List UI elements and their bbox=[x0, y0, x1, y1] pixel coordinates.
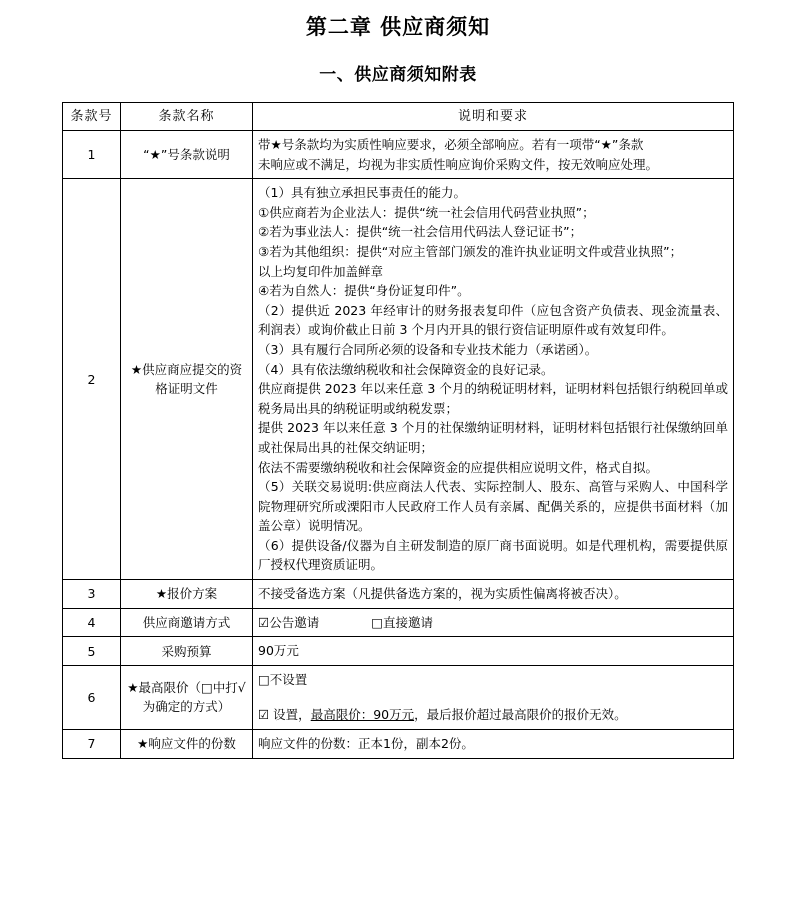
checkbox-set-cap[interactable]: ☑ 设置， bbox=[258, 707, 311, 723]
section-subtitle: 一、供应商须知附表 bbox=[319, 65, 477, 85]
desc-line: （5）关联交易说明:供应商法人代表、实际控制人、股东、高管与采购人、中国科学院物理研究所或溧阳市人民政府工作人员有亲属、配偶关系的，应提供书面材料（加盖公章）说明情况。 bbox=[258, 479, 728, 534]
checkbox-direct-invitation[interactable]: □直接邀请 bbox=[371, 614, 434, 630]
row-description bbox=[253, 637, 734, 666]
row-description bbox=[253, 730, 734, 759]
table-row bbox=[63, 179, 734, 580]
desc-line: ③若为其他组织：提供“对应主管部门颁发的准许执业证明文件或营业执照”； bbox=[258, 243, 683, 259]
row-name: “★”号条款说明 bbox=[121, 131, 253, 179]
table-row bbox=[63, 131, 734, 179]
row-no: 5 bbox=[63, 637, 121, 666]
checkbox-public-invitation[interactable]: ☑公告邀请 bbox=[258, 614, 320, 630]
desc-line: 90万元 bbox=[258, 643, 299, 659]
header-clause-name: 条款名称 bbox=[121, 103, 253, 131]
desc-line: （2）提供近 2023 年经审计的财务报表复印件（应包含资产负债表、现金流量表、利润表）或询价截止日前 3 个月内开具的银行资信证明原件或有效复印件。 bbox=[258, 302, 728, 338]
supplier-instructions-table bbox=[62, 102, 734, 759]
row-description bbox=[253, 608, 734, 637]
table-row bbox=[63, 580, 734, 609]
price-cap-suffix: ，最后报价超过最高限价的报价无效。 bbox=[414, 707, 627, 723]
desc-line: 供应商提供 2023 年以来任意 3 个月的纳税证明材料，证明材料包括银行纳税回单或税务局出具的纳税证明或纳税发票； bbox=[258, 381, 728, 416]
row-name: ★供应商应提交的资格证明文件 bbox=[121, 179, 253, 580]
header-description: 说明和要求 bbox=[253, 103, 734, 131]
row-no: 6 bbox=[63, 665, 121, 729]
desc-line: 依法不需要缴纳税收和社会保障资金的应提供相应说明文件，格式自拟。 bbox=[258, 459, 659, 475]
desc-line: （4）具有依法缴纳税收和社会保障资金的良好记录。 bbox=[258, 361, 554, 377]
table-row bbox=[63, 665, 734, 729]
row-name: ★最高限价（□中打√为确定的方式） bbox=[121, 665, 253, 729]
row-no: 1 bbox=[63, 131, 121, 179]
price-cap-value: 最高限价：90万元 bbox=[310, 707, 415, 723]
row-name: 供应商邀请方式 bbox=[121, 608, 253, 637]
row-no: 4 bbox=[63, 608, 121, 637]
price-cap-set-line bbox=[258, 705, 728, 725]
desc-line: （3）具有履行合同所必须的设备和专业技术能力（承诺函）。 bbox=[258, 341, 598, 357]
row-description bbox=[253, 665, 734, 729]
header-clause-no: 条款号 bbox=[63, 103, 121, 131]
row-no: 2 bbox=[63, 179, 121, 580]
page-title: 第二章 供应商须知 bbox=[305, 14, 491, 39]
desc-line: 未响应或不满足，均视为非实质性响应询价采购文件，按无效响应处理。 bbox=[258, 156, 659, 172]
desc-line: （1）具有独立承担民事责任的能力。 bbox=[258, 185, 466, 201]
desc-line: （6）提供设备/仪器为自主研发制造的原厂商书面说明。如是代理机构，需要提供原厂授权代理资质证明。 bbox=[258, 537, 728, 573]
desc-line: 响应文件的份数：正本1份，副本2份。 bbox=[258, 736, 474, 752]
row-description bbox=[253, 179, 734, 580]
document-page bbox=[0, 10, 796, 908]
row-name: ★报价方案 bbox=[121, 580, 253, 609]
desc-line: ②若为事业法人：提供“统一社会信用代码法人登记证书”； bbox=[258, 224, 583, 240]
row-description bbox=[253, 131, 734, 179]
desc-line: ①供应商若为企业法人：提供“统一社会信用代码营业执照”； bbox=[258, 204, 595, 220]
table-row bbox=[63, 608, 734, 637]
table-row bbox=[63, 730, 734, 759]
row-no: 3 bbox=[63, 580, 121, 609]
checkbox-no-cap[interactable]: □不设置 bbox=[258, 671, 308, 687]
desc-line: 以上均复印件加盖鲜章 bbox=[258, 263, 384, 279]
row-name: 采购预算 bbox=[121, 637, 253, 666]
row-description bbox=[253, 580, 734, 609]
table-header-row bbox=[63, 103, 734, 131]
table-row bbox=[63, 637, 734, 666]
row-no: 7 bbox=[63, 730, 121, 759]
desc-line: 提供 2023 年以来任意 3 个月的社保缴纳证明材料，证明材料包括银行社保缴纳回单或社保局出具的社保交纳证明； bbox=[258, 420, 728, 455]
desc-line: ④若为自然人：提供“身份证复印件”。 bbox=[258, 283, 470, 299]
desc-line: 带★号条款均为实质性响应要求，必须全部响应。若有一项带“★”条款 bbox=[258, 137, 644, 152]
row-name: ★响应文件的份数 bbox=[121, 730, 253, 759]
desc-line: 不接受备选方案（凡提供备选方案的，视为实质性偏离将被否决）。 bbox=[258, 586, 627, 602]
